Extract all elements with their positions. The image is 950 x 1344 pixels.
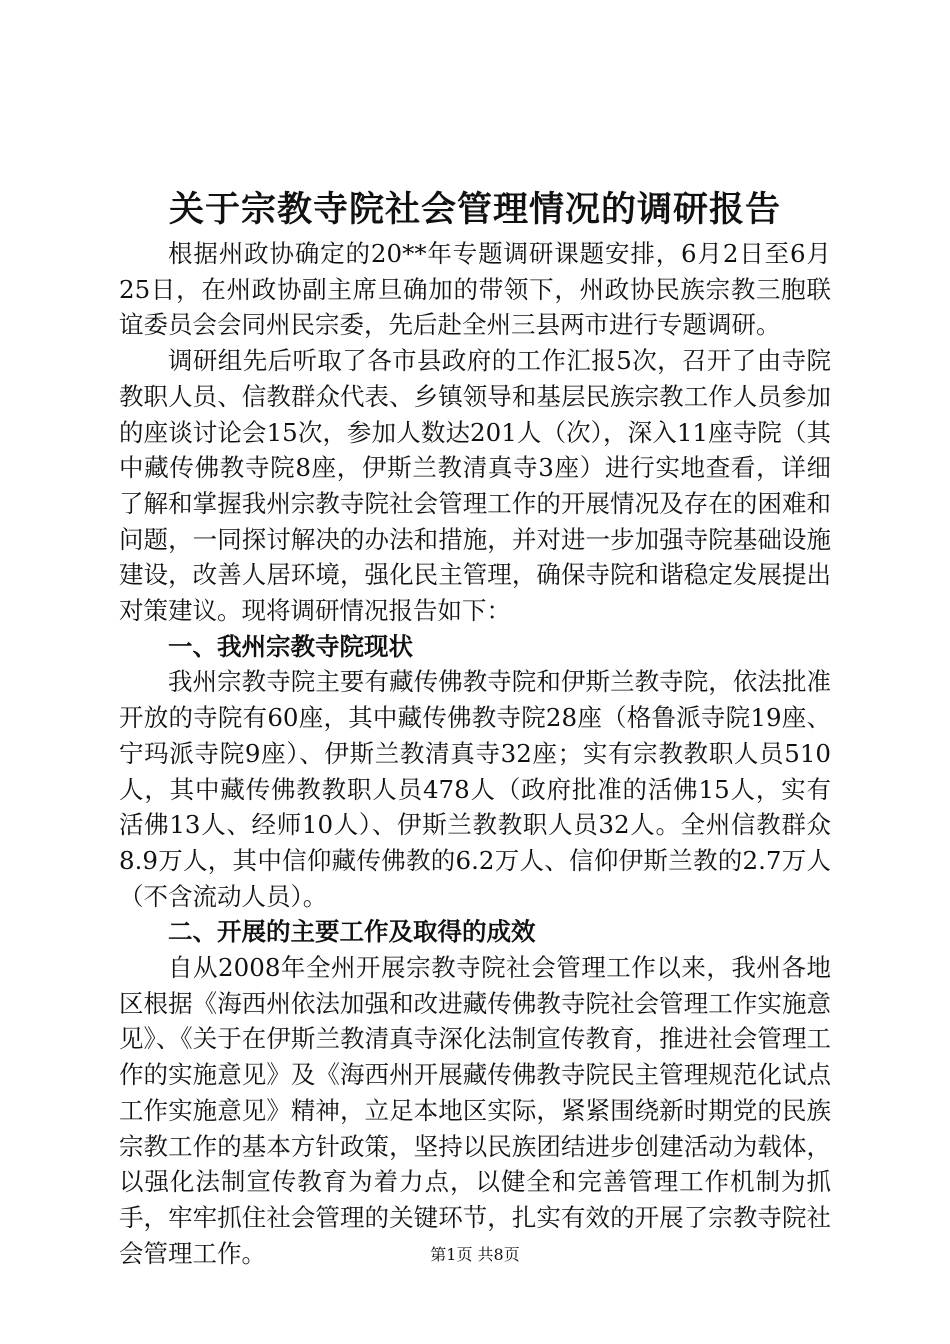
paragraph-research-process: 调研组先后听取了各市县政府的工作汇报5次，召开了由寺院教职人员、信教群众代表、乡镇领导和基层民族宗教工作人员参加的座谈讨论会15次，参加人数达201人（次），深入11座寺院（其中藏传佛教寺院8座，伊斯兰教清真寺3座）进行实地查看，详细了解和掌握我州宗教寺院社会管理工作的开展情况及存在的困难和问题，一同探讨解决的办法和措施，并对进一步加强寺院基础设施建设，改善人居环境，强化民主管理，确保寺院和谐稳定发展提出对策建议。现将调研情况报告如下：: [119, 346, 831, 626]
section-heading-2: 二、开展的主要工作及取得的成效: [168, 917, 536, 947]
paragraph-main-work: 自从2008年全州开展宗教寺院社会管理工作以来，我州各地区根据《海西州依法加强和改进藏传佛教寺院社会管理工作实施意见》、《关于在伊斯兰教清真寺深化法制宣传教育，推进社会管理工作的实施意见》及《海西州开展藏传佛教寺院民主管理规范化试点工作实施意见》精神，立足本地区实际，紧紧围绕新时期党的民族宗教工作的基本方针政策，坚持以民族团结进步创建活动为载体，以强化法制宣传教育为着力点，以健全和完善管理工作机制为抓手，牢牢抓住社会管理的关键环节，扎实有效的开展了宗教寺院社会管理工作。: [119, 953, 831, 1268]
paragraph-current-status: 我州宗教寺院主要有藏传佛教寺院和伊斯兰教寺院，依法批准开放的寺院有60座，其中藏传佛教寺院28座（格鲁派寺院19座、宁玛派寺院9座）、伊斯兰教清真寺32座；实有宗教教职人员510人，其中藏传佛教教职人员478人（政府批准的活佛15人，实有活佛13人、经师10人）、伊斯兰教教职人员32人。全州信教群众8.9万人，其中信仰藏传佛教的6.2万人、信仰伊斯兰教的2.7万人（不含流动人员）。: [119, 667, 831, 911]
document-body: [119, 236, 831, 1271]
section-heading-1: 一、我州宗教寺院现状: [168, 631, 413, 661]
page-footer: 第1页 共8页: [430, 1245, 520, 1264]
document-title: 关于宗教寺院社会管理情况的调研报告: [168, 189, 781, 230]
paragraph-intro: 根据州政协确定的20**年专题调研课题安排，6月2日至6月25日，在州政协副主席旦确加的带领下，州政协民族宗教三胞联谊委员会会同州民宗委，先后赴全州三县两市进行专题调研。: [119, 239, 831, 340]
